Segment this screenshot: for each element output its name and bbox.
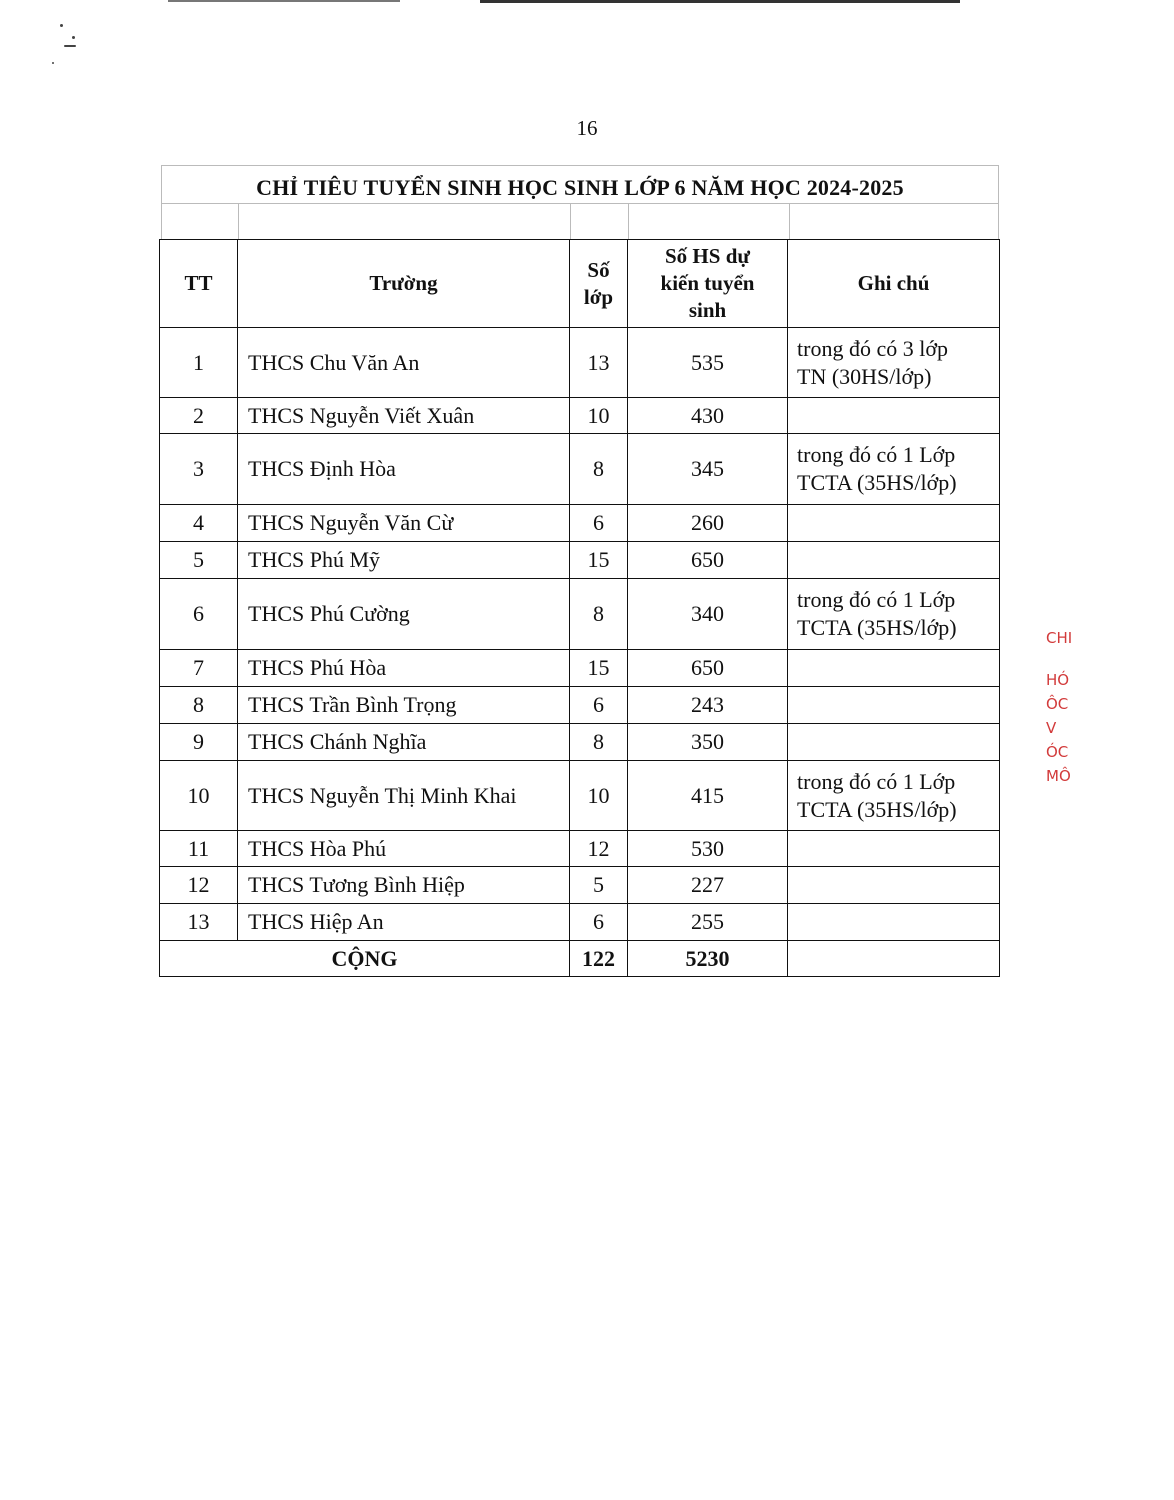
cell-classes: 8 [570, 724, 628, 761]
cell-note [788, 687, 1000, 724]
cell-tt: 8 [160, 687, 238, 724]
table-row [160, 328, 1000, 398]
cell-classes: 10 [570, 761, 628, 831]
table-row [160, 579, 1000, 650]
total-classes: 122 [570, 941, 628, 977]
table-row [160, 724, 1000, 761]
header-note: Ghi chú [788, 240, 1000, 328]
cell-classes: 12 [570, 831, 628, 867]
cell-tt: 1 [160, 328, 238, 398]
header-students: Số HS dự kiến tuyển sinh [628, 240, 788, 328]
cell-tt: 12 [160, 867, 238, 904]
cell-note [788, 724, 1000, 761]
table-row [160, 904, 1000, 941]
cell-note [788, 542, 1000, 579]
table-row [160, 505, 1000, 542]
cell-note [788, 867, 1000, 904]
cell-school: THCS Hiệp An [238, 904, 570, 941]
table-row [160, 650, 1000, 687]
cell-students: 650 [628, 542, 788, 579]
scan-edge-line [168, 0, 400, 2]
table-header-row [160, 240, 1000, 328]
cell-note: trong đó có 3 lớp TN (30HS/lớp) [788, 328, 1000, 398]
cell-students: 255 [628, 904, 788, 941]
cell-students: 345 [628, 434, 788, 505]
admission-table [159, 239, 1000, 977]
cell-tt: 10 [160, 761, 238, 831]
cell-school: THCS Phú Cường [238, 579, 570, 650]
total-row [160, 941, 1000, 977]
total-note [788, 941, 1000, 977]
cell-school: THCS Nguyễn Văn Cừ [238, 505, 570, 542]
header-tt: TT [160, 240, 238, 328]
cell-school: THCS Nguyễn Viết Xuân [238, 398, 570, 434]
cell-students: 430 [628, 398, 788, 434]
scan-speck [64, 45, 76, 47]
cell-classes: 8 [570, 579, 628, 650]
cell-tt: 4 [160, 505, 238, 542]
cell-note [788, 831, 1000, 867]
scan-speck [72, 36, 75, 39]
cell-tt: 3 [160, 434, 238, 505]
cell-school: THCS Định Hòa [238, 434, 570, 505]
header-classes: Số lớp [570, 240, 628, 328]
header-school: Trường [238, 240, 570, 328]
table-row [160, 867, 1000, 904]
cell-note [788, 904, 1000, 941]
cell-classes: 13 [570, 328, 628, 398]
cell-tt: 11 [160, 831, 238, 867]
cell-students: 340 [628, 579, 788, 650]
cell-school: THCS Hòa Phú [238, 831, 570, 867]
cell-note [788, 505, 1000, 542]
cell-school: THCS Tương Bình Hiệp [238, 867, 570, 904]
empty-spacer-row [161, 203, 999, 240]
total-label: CỘNG [160, 941, 570, 977]
table-row [160, 831, 1000, 867]
cell-classes: 6 [570, 505, 628, 542]
cell-classes: 8 [570, 434, 628, 505]
total-students: 5230 [628, 941, 788, 977]
table-row [160, 398, 1000, 434]
cell-school: THCS Chánh Nghĩa [238, 724, 570, 761]
cell-school: THCS Nguyễn Thị Minh Khai [238, 761, 570, 831]
table-title-box [161, 165, 999, 203]
cell-note: trong đó có 1 Lớp TCTA (35HS/lớp) [788, 579, 1000, 650]
cell-students: 350 [628, 724, 788, 761]
cell-students: 650 [628, 650, 788, 687]
cell-tt: 13 [160, 904, 238, 941]
cell-classes: 15 [570, 542, 628, 579]
cell-tt: 2 [160, 398, 238, 434]
cell-tt: 5 [160, 542, 238, 579]
table-row [160, 687, 1000, 724]
cell-note [788, 398, 1000, 434]
table-row [160, 761, 1000, 831]
scan-edge-line [480, 0, 960, 3]
cell-note: trong đó có 1 Lớp TCTA (35HS/lớp) [788, 761, 1000, 831]
cell-students: 415 [628, 761, 788, 831]
cell-school: THCS Phú Hòa [238, 650, 570, 687]
red-stamp-fragment: CHI HÓ ÔC V ÓC MÔ [1046, 629, 1073, 785]
cell-school: THCS Trần Bình Trọng [238, 687, 570, 724]
cell-tt: 6 [160, 579, 238, 650]
page-number: 16 [576, 116, 598, 140]
cell-students: 260 [628, 505, 788, 542]
cell-tt: 7 [160, 650, 238, 687]
cell-students: 227 [628, 867, 788, 904]
cell-classes: 10 [570, 398, 628, 434]
table-title: CHỈ TIÊU TUYỂN SINH HỌC SINH LỚP 6 NĂM HỌC 2024-2025 [256, 175, 904, 200]
table-row [160, 434, 1000, 505]
scan-speck [52, 62, 54, 64]
cell-classes: 6 [570, 687, 628, 724]
cell-classes: 15 [570, 650, 628, 687]
cell-note [788, 650, 1000, 687]
scan-speck [60, 24, 63, 27]
cell-school: THCS Chu Văn An [238, 328, 570, 398]
cell-classes: 5 [570, 867, 628, 904]
cell-note: trong đó có 1 Lớp TCTA (35HS/lớp) [788, 434, 1000, 505]
cell-school: THCS Phú Mỹ [238, 542, 570, 579]
cell-tt: 9 [160, 724, 238, 761]
cell-students: 530 [628, 831, 788, 867]
cell-students: 243 [628, 687, 788, 724]
cell-students: 535 [628, 328, 788, 398]
table-row [160, 542, 1000, 579]
cell-classes: 6 [570, 904, 628, 941]
